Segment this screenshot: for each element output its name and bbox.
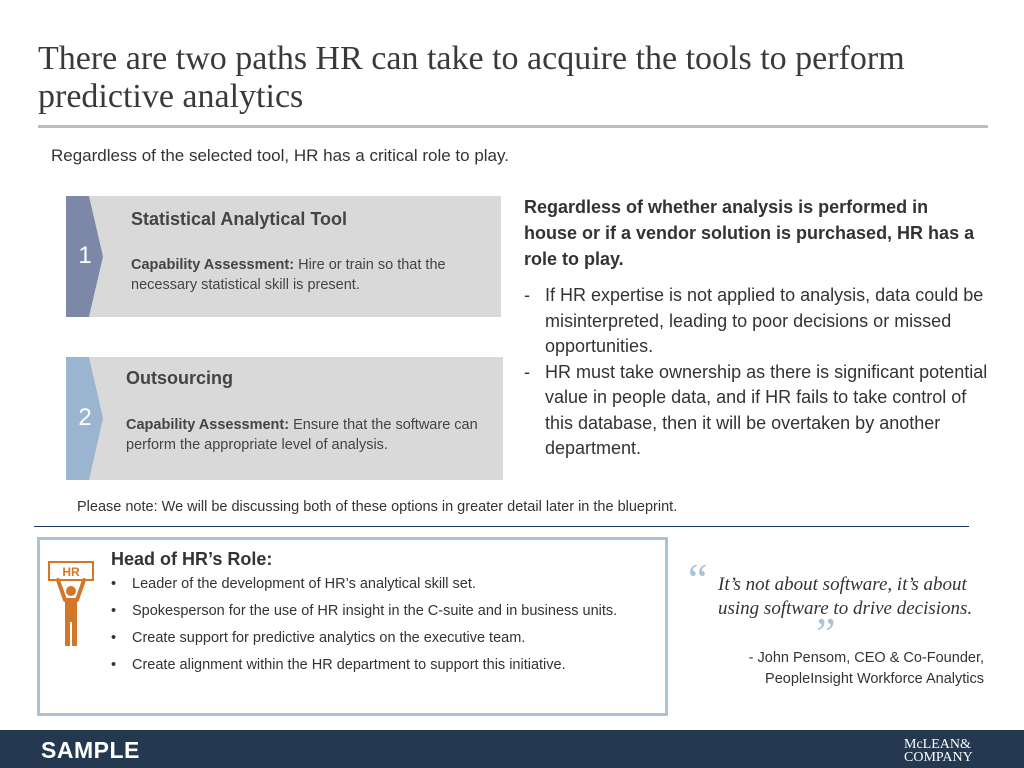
hr-person-icon: [48, 558, 94, 650]
assessment-text: Ensure that the software can perform the appropriate level of analysis.: [126, 417, 478, 453]
bullet-marker: •: [111, 576, 117, 592]
list-item-text: Create support for predictive analytics on the executive team.: [132, 630, 526, 646]
footnote: Please note: We will be discussing both of these options in greater detail later in the blueprint.: [77, 499, 678, 515]
hr-sign-label: HR: [62, 565, 80, 579]
quote-text: It’s not about software, it’s about using software to drive decisions.: [718, 574, 973, 619]
list-item: [111, 602, 671, 621]
list-item: [111, 656, 671, 675]
dash-marker: -: [524, 361, 530, 382]
option-card-1: [66, 196, 501, 317]
option-heading: Statistical Analytical Tool: [131, 209, 348, 229]
option-heading: Outsourcing: [126, 368, 233, 388]
bullet-marker: •: [111, 657, 117, 673]
logo-line-1: McLEAN&: [904, 737, 971, 752]
list-item-text: Leader of the development of HR’s analytical skill set.: [132, 576, 476, 592]
assessment-text: Hire or train so that the necessary statistical skill is present.: [131, 257, 446, 293]
head-of-hr-role-box: [37, 537, 668, 716]
list-item-text: Create alignment within the HR department to support this initiative.: [132, 657, 566, 673]
bullet-marker: •: [111, 630, 117, 646]
bullet-marker: •: [111, 603, 117, 619]
quote-attribution: - John Pensom, CEO & Co-Founder, PeopleInsight Workforce Analytics: [748, 650, 984, 687]
option-number: 1: [78, 242, 92, 269]
sample-label: SAMPLE: [41, 737, 140, 763]
role-list: [111, 575, 671, 683]
list-item-text: HR must take ownership as there is significant potential value in people data, and if HR fails to take control of this database, then it will be overtaken by another department.: [545, 361, 988, 458]
option-description: [131, 255, 491, 295]
logo-line-2: COMPANY: [904, 750, 973, 765]
list-item: [524, 283, 994, 360]
footer-bar: [0, 730, 1024, 768]
title-divider: [38, 125, 988, 128]
role-summary-heading: Regardless of whether analysis is performed in house or if a vendor solution is purchased, HR has a role to play.: [524, 197, 975, 269]
list-item: [111, 575, 671, 594]
list-item-text: If HR expertise is not applied to analysis, data could be misinterpreted, leading to poor decisions or missed opportunities.: [545, 285, 984, 356]
list-item-text: Spokesperson for the use of HR insight in the C-suite and in business units.: [132, 603, 618, 619]
open-quote-icon: “: [688, 555, 708, 604]
option-number: 2: [78, 404, 92, 431]
close-quote-icon: ”: [816, 609, 836, 658]
role-summary-list: [524, 283, 994, 462]
list-item: [524, 360, 994, 462]
page-title: There are two paths HR can take to acquire the tools to perform predictive analytics: [38, 40, 905, 115]
option-description: [126, 415, 491, 455]
section-divider: [34, 526, 969, 527]
assessment-label: Capability Assessment:: [126, 417, 290, 433]
assessment-label: Capability Assessment:: [131, 257, 295, 273]
company-logo: [904, 738, 984, 764]
page-subtitle: Regardless of the selected tool, HR has a critical role to play.: [51, 146, 509, 165]
dash-marker: -: [524, 285, 530, 305]
option-card-2: [66, 357, 503, 480]
list-item: [111, 629, 671, 648]
role-heading: Head of HR’s Role:: [111, 549, 273, 569]
